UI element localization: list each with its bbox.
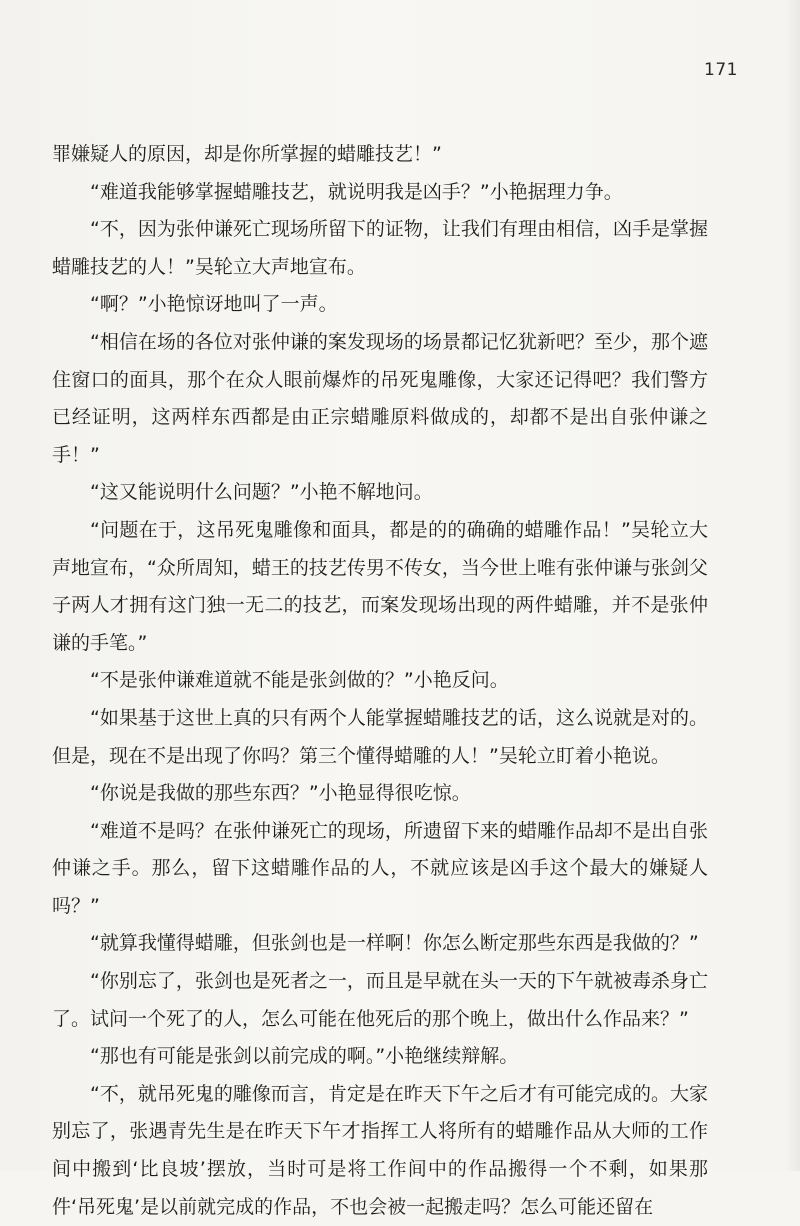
paragraph: “那也有可能是张剑以前完成的啊。”小艳继续辩解。	[90, 1045, 519, 1068]
paragraph: 罪嫌疑人的原因，却是你所掌握的蜡雕技艺！”	[52, 143, 442, 165]
paragraph: “就算我懂得蜡雕，但张剑也是一样啊！你怎么断定那些东西是我做的？”	[90, 932, 699, 955]
paragraph: “相信在场的各位对张仲谦的案发现场的场景都记忆犹新吧？至少，那个遮住窗口的面具，那个在众人眼前爆炸的吊死鬼雕像，大家还记得吧？我们警方已经证明，这两样东西都是由正宗蜡雕原料做成的，却都不是出自张仲谦之手！”	[52, 330, 708, 466]
paragraph: “如果基于这世上真的只有两个人能掌握蜡雕技艺的话，这么说就是对的。但是，现在不是出现了你吗？第三个懂得蜡雕的人！”吴轮立盯着小艳说。	[52, 706, 708, 767]
page-edge-shadow	[786, 0, 800, 1171]
paragraph: “难道我能够掌握蜡雕技艺，就说明我是凶手？”小艳据理力争。	[90, 180, 623, 203]
body-text	[52, 136, 708, 1226]
paragraph: “难道不是吗？在张仲谦死亡的现场，所遗留下来的蜡雕作品却不是出自张仲谦之手。那么，留下这蜡雕作品的人，不就应该是凶手这个最大的嫌疑人吗？”	[52, 819, 708, 917]
paragraph: “问题在于，这吊死鬼雕像和面具，都是的的确确的蜡雕作品！”吴轮立大声地宣布，“众所周知，蜡王的技艺传男不传女，当今世上唯有张仲谦与张剑父子两人才拥有这门独一无二的技艺，而案发现场出现的两件蜡雕，并不是张仲谦的手笔。”	[52, 518, 708, 654]
page-number: 171	[704, 60, 738, 80]
paragraph: “不是张仲谦难道就不能是张剑做的？”小艳反问。	[90, 669, 509, 692]
paragraph: “不，就吊死鬼的雕像而言，肯定是在昨天下午之后才有可能完成的。大家别忘了，张遇青先生是在昨天下午才指挥工人将所有的蜡雕作品从大师的工作间中搬到‘比良坡’摆放，当时可是将工作间中的作品搬得一个不剩，如果那件‘吊死鬼’是以前就完成的作品，不也会被一起搬走吗？怎么可能还留在	[52, 1082, 708, 1218]
paragraph: “你说是我做的那些东西？”小艳显得很吃惊。	[90, 782, 471, 805]
paragraph: “啊？”小艳惊讶地叫了一声。	[90, 293, 338, 316]
paragraph: “不，因为张仲谦死亡现场所留下的证物，让我们有理由相信，凶手是掌握蜡雕技艺的人！”吴轮立大声地宣布。	[52, 218, 708, 278]
paragraph: “这又能说明什么问题？”小艳不解地问。	[90, 481, 433, 504]
paragraph: “你别忘了，张剑也是死者之一，而且是早就在头一天的下午就被毒杀身亡了。试问一个死了的人，怎么可能在他死后的那个晚上，做出什么作品来？”	[52, 970, 708, 1030]
